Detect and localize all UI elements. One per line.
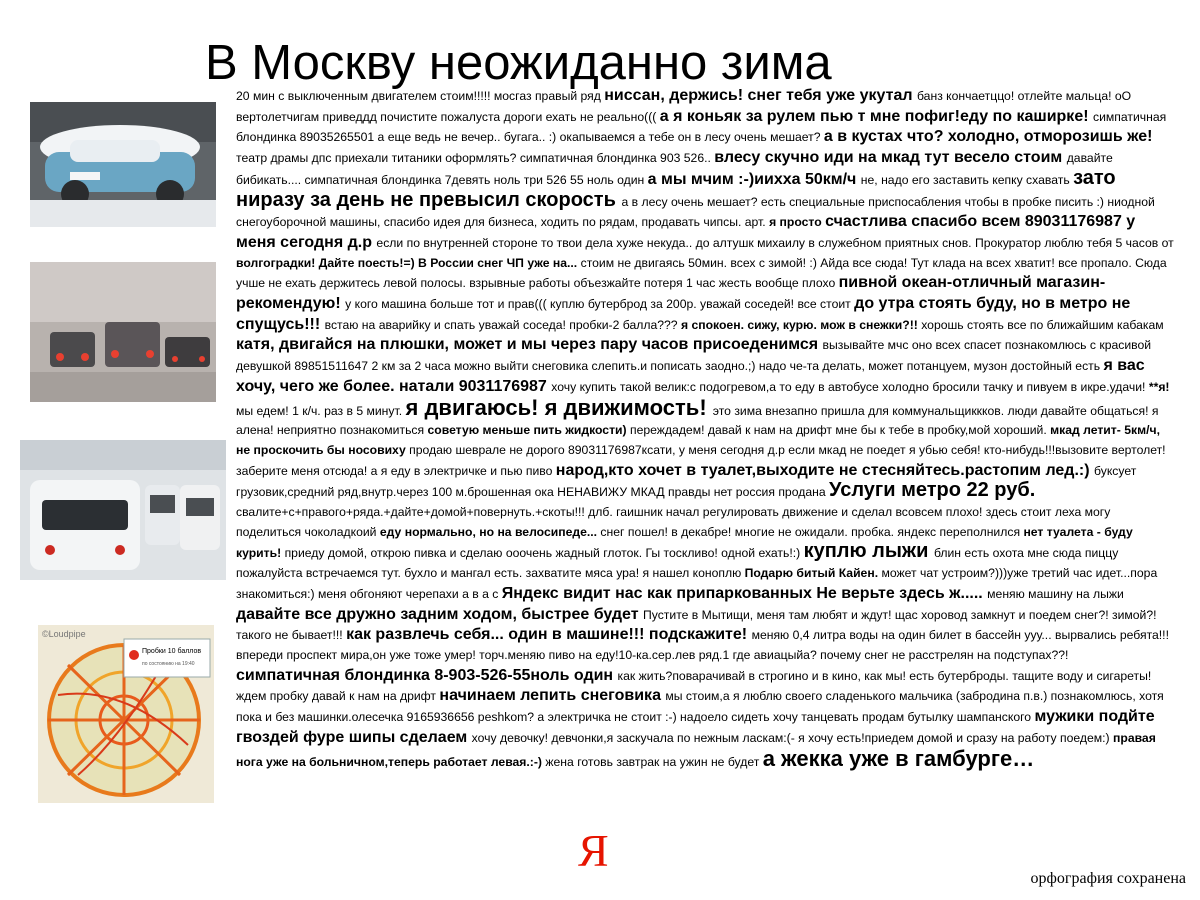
message-fragment: переждадем! давай к нам на дрифт мне бы к тебе в пробку,мой хороший. bbox=[629, 423, 1051, 438]
message-fragment: мы стоим,а я люблю своего сладенького мальчика (забродина п.в.) познакомлюсь, хотя пока и без машинки.олесечка 9165936656 peshkom? а электричка не стоит :-) надоело сидеть хочу танцевать продам бутылку шампанского bbox=[236, 689, 1164, 725]
message-fragment: а я коньяк за рулем пью т мне пофиг!еду по каширке! bbox=[659, 107, 1093, 125]
traffic-snowfall-photo bbox=[30, 262, 216, 402]
snowy-car-photo bbox=[30, 102, 216, 227]
message-fragment: симпатичная блондинка 89035265501 а еще ведь не вечер.. бугага.. :) окапываемся а тебе он в лесу очень мешает? bbox=[236, 109, 1167, 145]
message-fragment: **я! bbox=[1148, 379, 1170, 394]
page-title: В Москву неожиданно зима bbox=[205, 36, 832, 90]
message-fragment: а жекка уже в гамбурге… bbox=[762, 745, 1035, 771]
message-fragment: а в кустах что? холодно, отморозишь же! bbox=[823, 128, 1153, 146]
message-fragment: театр драмы дпс приехали титаники оформлять? симпатичная блондинка 903 526.. bbox=[236, 151, 715, 166]
message-fragment: хочу девочку! девчонки,я заскучала по нежным ласкам:(- я хочу есть!приедем домой и сразу на работу поедем:) bbox=[471, 730, 1114, 745]
message-fragment: народ,кто хочет в туалет,выходите не стесняйтесь.растопим лед.:) bbox=[555, 461, 1095, 479]
message-fragment: банз кончаетццо! отлейте мальца! оО вертолетчигам приведдд почистите пожалуста дороги ехать не реально((( bbox=[236, 89, 1132, 124]
message-fragment: продаю шеврале не дорого 89031176987ксати, у меня сегодня д.р если мкад не поедет я убью себя! кто-нибудь!!!вызовите вертолет!заберите меня отсюда! а я еду в электричке и пью пиво bbox=[236, 442, 1166, 478]
message-fragment: зато ниразу за день не превысил скорость bbox=[236, 166, 1116, 211]
message-fragment: хорошь стоять все по ближайшим кабакам bbox=[921, 317, 1164, 332]
message-fragment: как развлечь себя... один в машине!!! подскажите! bbox=[346, 626, 752, 644]
message-fragment: меняю машину на лыжи bbox=[987, 586, 1124, 601]
message-fragment: счастлива спасибо всем 89031176987 у меня сегодня д.р bbox=[236, 213, 1136, 251]
map-watermark: ©Loudpipe bbox=[42, 629, 86, 639]
message-fragment: нет туалета - буду курить! bbox=[236, 524, 1133, 561]
message-fragment: куплю лыжи bbox=[803, 540, 934, 563]
message-fragment: может чат устроим?)))уже третий час идет...пора знакомиться:) меня обгоняют черепахи а в а с bbox=[236, 566, 1158, 601]
message-fragment: симпатичная блондинка 8-903-526-55ноль один bbox=[236, 666, 618, 684]
message-fragment: жена готовь завтрак на ужин не будет bbox=[545, 754, 763, 769]
message-fragment: я вас хочу, чего же более. натали 9031176987 bbox=[236, 357, 1145, 395]
messages-text-block bbox=[236, 86, 1174, 772]
message-fragment: мужики подйте гвоздей фуре шипы сделаем bbox=[236, 708, 1155, 746]
message-fragment: Подарю битый Кайен. bbox=[744, 566, 882, 581]
message-fragment: а в лесу очень мешает? есть специальные приспосабления чтобы в пробке писить :) ниодной снегоуборочной машины, спасибо идея для бизнеса, ходить по рядам, продавать чипсы. арт. bbox=[236, 194, 1155, 230]
message-fragment: снег пошел! в декабре! многие не ожидали. пробка. яндекс переполнился bbox=[600, 524, 1024, 539]
message-fragment: пивной океан-отличный магазин-рекомендую! bbox=[236, 274, 1106, 313]
message-fragment: встаю на аварийку и спать уважай соседа! пробки-2 балла??? bbox=[324, 317, 681, 332]
message-fragment: Услуги метро 22 руб. bbox=[829, 479, 1036, 502]
message-fragment: катя, двигайся на плюшки, может и мы через пару часов присоеденимся bbox=[236, 336, 823, 354]
message-fragment: хочу купить такой велик:с подогревом,а то еду в автобусе холодно бросили тачку и пивуем в икре.удачи! bbox=[551, 379, 1149, 394]
message-fragment: не, надо его заставить кепку схавать bbox=[860, 172, 1074, 187]
map-time-label: по состоянию на 19:40 bbox=[142, 661, 195, 667]
message-fragment: советую меньше пить жидкости) bbox=[427, 423, 630, 438]
message-fragment: это зима внезапно пришла для коммунальщиккков. люди давайте общаться! я алена! неприятно познакомиться bbox=[236, 403, 1159, 438]
message-fragment: если по внутренней стороне то твои дела хуже некуда.. до алтушк михаилу в служебном приятных снов. Прокуратор люблю тебя 5 часов от bbox=[376, 235, 1174, 250]
message-fragment: до утра стоять буду, но в метро не спущусь!!! bbox=[236, 295, 1131, 333]
message-fragment: блин есть охота мне сюда пиццу пожалуйста встречаемся тут. бухло и мангал есть. захватите мяса ура! я нашел коноплю bbox=[236, 546, 1119, 581]
message-fragment: Яндекс видит нас как припаркованных Не верьте здесь ж..... bbox=[501, 584, 988, 602]
message-fragment: Пустите в Мытищи, меня там любят и ждут! щас хоровод замкнут и поедем снег?! зимой?! такого не бывает!!! bbox=[236, 607, 1157, 643]
message-fragment: давайте все дружно задним ходом, быстрее будет bbox=[236, 605, 643, 623]
message-fragment: я просто bbox=[769, 215, 826, 230]
spelling-note: орфография сохранена bbox=[1030, 870, 1186, 887]
message-fragment: волгоградки! Дайте поесть!=) В России снег ЧП уже на... bbox=[236, 255, 581, 270]
snowy-street-cars-photo bbox=[20, 440, 226, 580]
message-fragment: ниссан, держись! снег тебя уже укутал bbox=[604, 87, 917, 104]
yandex-logo: Я bbox=[578, 825, 609, 876]
message-fragment: меняю 0,4 литра воды на один билет в бассейн ууу... вырвались ребята!!!впереди проспект мира,он уже тоже умер! торч.меняю пиво на еду!10-ка.сер.лев ряд.1 где авиацыйа? почему снег не расстрелян на подступах??! bbox=[236, 628, 1169, 662]
message-fragment: как жить?поварачивай в строгино и в кино, как мы! есть бутерброды. тащите воду и сигареты! ждем пробку давай к нам на дрифт bbox=[236, 668, 1152, 704]
message-fragment: приеду домой, открою пивка и сделаю ооочень жадный глоток. Гы тоскливо! одной ехать!:) bbox=[284, 546, 804, 561]
message-fragment: правая нога уже на больничном,теперь работает левая.:-) bbox=[236, 730, 1156, 769]
message-fragment: влесу скучно иди на мкад тут весело стоим bbox=[714, 149, 1067, 167]
message-fragment: я двигаюсь! я движимость! bbox=[405, 394, 713, 420]
message-fragment: вызывайте мчс оно всех спасет познакомлюсь с красивой девушкой 89851511647 2 км за 2 часа можно выйти снеговика слепить.и пописать заодно.;) надо че-та делать, может потанцуем, музон достойный есть bbox=[236, 338, 1152, 374]
traffic-map-image bbox=[38, 625, 214, 803]
message-fragment: а мы мчим :-)иихха 50км/ч bbox=[647, 170, 861, 188]
message-fragment: я спокоен. сижу, курю. мож в снежки?!! bbox=[680, 317, 922, 332]
map-traffic-label: Пробки 10 баллов bbox=[142, 648, 202, 655]
message-fragment: еду нормально, но на велосипеде... bbox=[379, 524, 601, 539]
message-fragment: буксует грузовик,средний ряд,внутр.через 100 м.брошенная ока НЕНАВИЖУ МКАД правды нет россия продана bbox=[236, 463, 1137, 500]
message-fragment: 20 мин с выключенным двигателем стоим!!!!! мосгаз правый ряд bbox=[236, 89, 605, 103]
message-fragment: мкад летит- 5км/ч, не проскочить бы носовиху bbox=[236, 423, 1160, 457]
message-fragment: стоим не двигаясь 50мин. всех с зимой! :) Айда все сюда! Тут клада на всех хватит! все пропало. Сюда учше не ехать держитесь левой полосы. взрывные работы объезжайте потеря 1 час жесть вообще плохо bbox=[236, 255, 1167, 291]
message-fragment: мы едем! 1 к/ч. раз в 5 минут. bbox=[236, 403, 406, 418]
message-fragment: у кого машина больше тот и прав((( куплю бутерброд за 200р. уважай соседей! все стоит bbox=[345, 297, 855, 312]
message-fragment: начинаем лепить снеговика bbox=[439, 687, 666, 705]
message-fragment: свалите+с+правого+ряда.+дайте+домой+повернуть.+скоты!!! длб. гаишник начал регулировать движение и сделал всовсем плохо! здесь стоит леха могу поделиться чоколадкоий bbox=[236, 505, 1111, 539]
message-fragment: давайте бибикать.... симпатичная блондинка 7девять ноль три 526 55 ноль один bbox=[236, 151, 1113, 187]
